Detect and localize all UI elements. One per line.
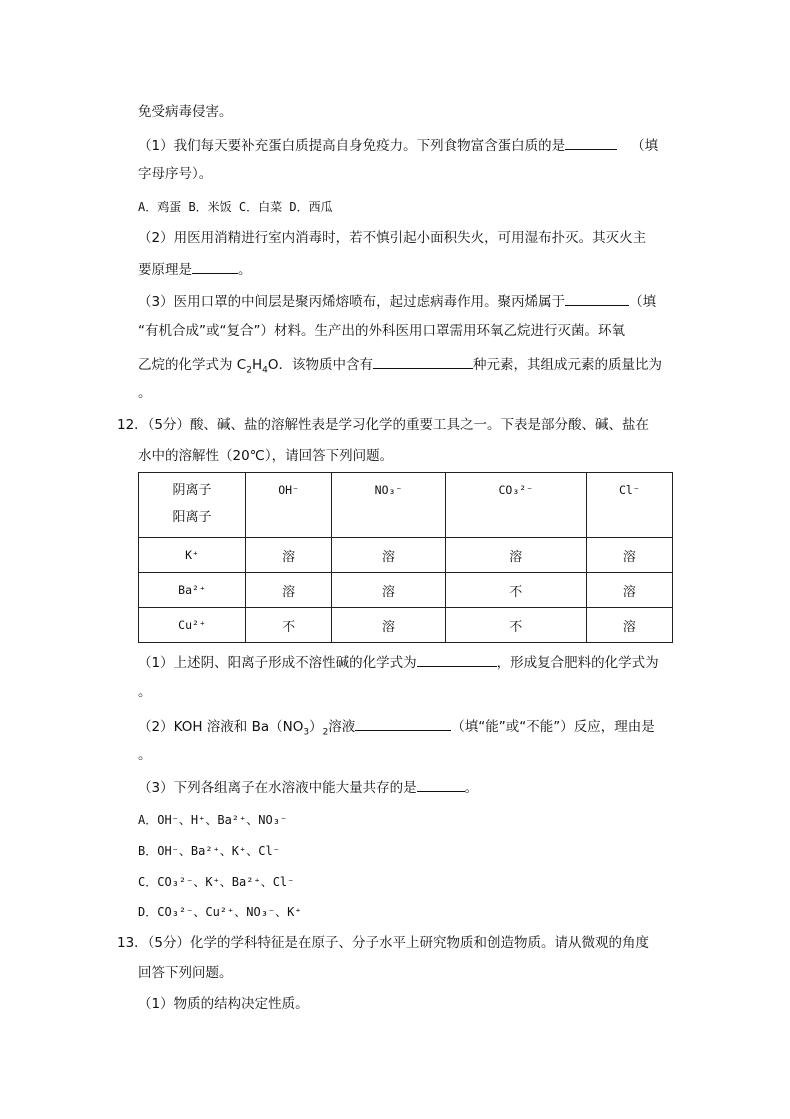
question-12-1: （1）上述阴、阳离子形成不溶性碱的化学式为 ，形成复合肥料的化学式为 — [138, 652, 659, 672]
cation-cell: K⁺ — [139, 538, 246, 573]
text-line: 要原理是 。 — [138, 259, 252, 279]
answer-blank[interactable] — [565, 135, 617, 150]
text-line: 回答下列问题。 — [138, 965, 233, 981]
question-12-title: 12．（5分）酸、碱、盐的溶解性表是学习化学的重要工具之一。下表是部分酸、碱、盐在 — [117, 417, 650, 433]
text-line: 。 — [138, 684, 152, 700]
question-13-1: （1）物质的结构决定性质。 — [138, 996, 309, 1012]
text-line: 字母序号）。 — [138, 166, 213, 182]
anion-header: OH⁻ — [246, 473, 332, 538]
answer-blank[interactable] — [373, 354, 473, 369]
option-d: D．CO₃²⁻、Cu²⁺、NO₃⁻、K⁺ — [138, 905, 302, 919]
table-cell: 溶 — [445, 538, 586, 573]
table-header-row — [139, 473, 673, 538]
table-cell: 溶 — [586, 608, 672, 643]
table-row — [139, 573, 673, 608]
answer-blank[interactable] — [417, 777, 465, 792]
text-line: 。 — [138, 385, 152, 401]
question-11-2: （2）用医用消精进行室内消毒时，若不慎引起小面积失火，可用湿布扑灭。其灭火主 — [138, 230, 647, 246]
option-b: B．OH⁻、Ba²⁺、K⁺、Cl⁻ — [138, 844, 280, 858]
anion-header: Cl⁻ — [586, 473, 672, 538]
table-cell: 溶 — [332, 608, 446, 643]
table-cell: 溶 — [246, 538, 332, 573]
table-row — [139, 538, 673, 573]
table-cell: 溶 — [332, 573, 446, 608]
answer-blank[interactable] — [192, 259, 238, 274]
anion-header: NO₃⁻ — [332, 473, 446, 538]
options-11-1: A．鸡蛋 B．米饭 C．白菜 D．西瓜 — [138, 200, 333, 214]
question-12-2: （2）KOH 溶液和 $Ba(NO_3)_2$溶液 （填“能”或“不能”）反应，理由是 — [138, 716, 655, 736]
table-corner-cell: 阴离子 阳离子 — [139, 473, 246, 538]
option-a: A．OH⁻、H⁺、Ba²⁺、NO₃⁻ — [138, 813, 288, 827]
answer-blank[interactable] — [355, 716, 451, 731]
table-cell: 不 — [246, 608, 332, 643]
question-12-3: （3）下列各组离子在水溶液中能大量共存的是 。 — [138, 777, 478, 797]
table-cell: 溶 — [586, 573, 672, 608]
question-11-3: （3）医用口罩的中间层是聚丙烯熔喷布，起过虑病毒作用。聚丙烯属于 （填 — [138, 291, 656, 311]
text-line: 乙烷的化学式为 $C_2H_4O$．该物质中含有 种元素，其组成元素的质量比为 — [138, 354, 662, 374]
text-line: 水中的溶解性（20℃），请回答下列问题。 — [138, 448, 394, 464]
cation-cell: Cu²⁺ — [139, 608, 246, 643]
cation-cell: Ba²⁺ — [139, 573, 246, 608]
table-cell: 溶 — [246, 573, 332, 608]
option-c: C．CO₃²⁻、K⁺、Ba²⁺、Cl⁻ — [138, 875, 295, 889]
question-13-title: 13．（5分）化学的学科特征是在原子、分子水平上研究物质和创造物质。请从微观的角度 — [117, 935, 650, 951]
text-line: 免受病毒侵害。 — [138, 104, 233, 120]
table-row — [139, 608, 673, 643]
text-line: 。 — [138, 747, 152, 763]
question-11-1: （1）我们每天要补充蛋白质提高自身免疫力。下列食物富含蛋白质的是 （填 — [138, 135, 658, 155]
anion-header: CO₃²⁻ — [445, 473, 586, 538]
table-cell: 溶 — [332, 538, 446, 573]
text-line: “有机合成”或“复合”）材料。生产出的外科医用口罩需用环氧乙烷进行灭菌。环氧 — [138, 323, 625, 339]
table-cell: 不 — [445, 573, 586, 608]
solubility-table — [138, 472, 673, 643]
table-cell: 溶 — [586, 538, 672, 573]
table-cell: 不 — [445, 608, 586, 643]
answer-blank[interactable] — [565, 291, 629, 306]
answer-blank[interactable] — [417, 652, 497, 667]
